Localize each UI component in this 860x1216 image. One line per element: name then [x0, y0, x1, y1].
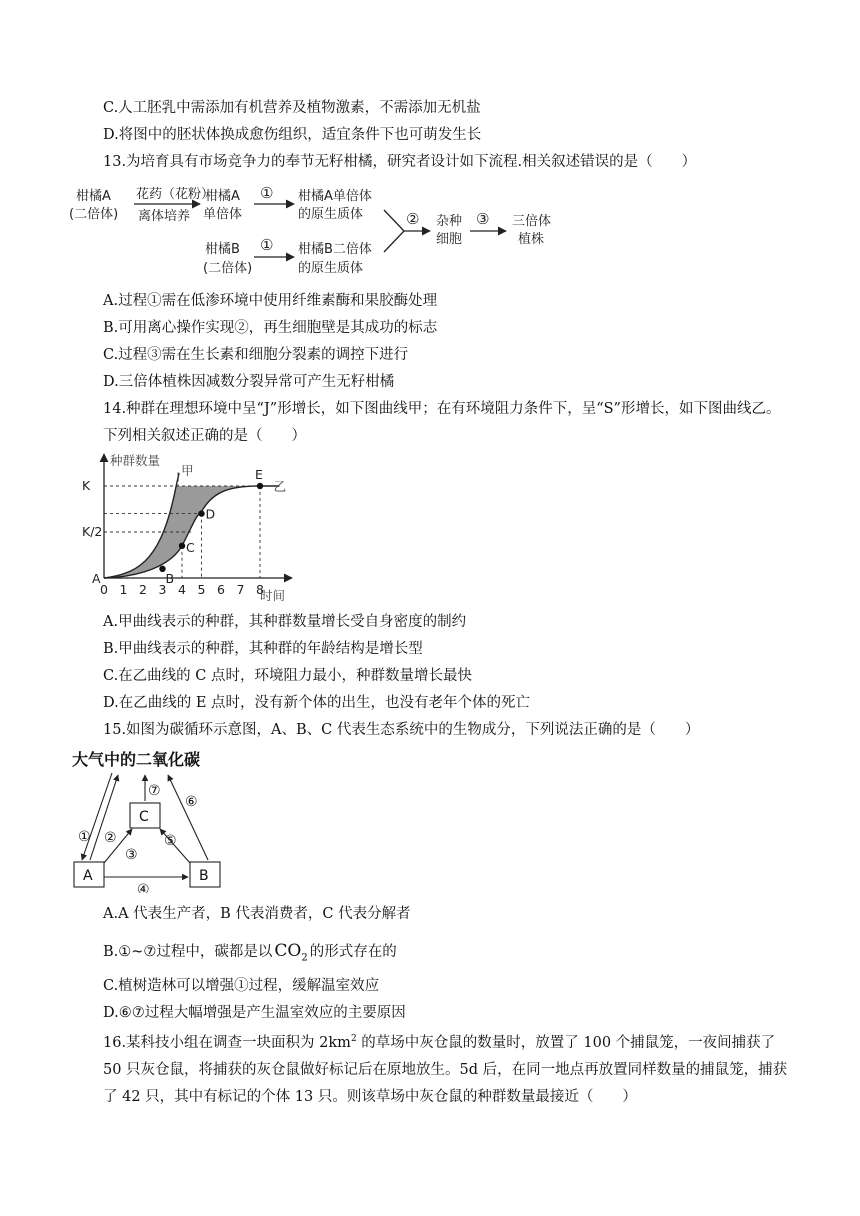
- series-yi-label: 乙: [273, 479, 287, 494]
- q14-growth-chart: [80, 448, 305, 608]
- process-1-label: ①: [78, 829, 91, 845]
- q15-option-b-pre: B.①~⑦过程中，碳都是以: [103, 944, 273, 960]
- q15-option-c: C.植树造林可以增强①过程，缓解温室效应: [103, 978, 380, 994]
- q13-step1-bottom: ①: [260, 236, 274, 254]
- q14-option-d: D.在乙曲线的 E 点时，没有新个体的出生，也没有老年个体的死亡: [103, 695, 531, 711]
- q13-step1-top: ①: [260, 184, 274, 202]
- q13-node-e-line2: (二倍体): [203, 261, 253, 276]
- q15-option-a: A.A 代表生产者，B 代表消费者，C 代表分解者: [103, 906, 411, 922]
- q13-label-b-line2: 离体培养: [138, 209, 191, 224]
- q13-step2: ②: [406, 210, 420, 228]
- q15-stem: 15.如图为碳循环示意图，A、B、C 代表生态系统中的生物成分，下列说法正确的是（ ）: [103, 722, 700, 738]
- process-3-label: ③: [125, 847, 138, 863]
- q16-stem: 16.某科技小组在调查一块面积为 $2km^2$ 的草场中灰仓鼠的数量时，放置了 100 个捕鼠笼，一夜间捕获了 50 只灰仓鼠，将捕获的灰仓鼠做好标记后在原地放生。5d 后，在同一地点再放置同样数量的捕鼠笼，捕获了 42 只，其中有标记的个体 13 只。则该草场中灰仓鼠的种群数量最接近（ ）: [103, 1034, 788, 1105]
- q15-option-b-post: 的形式存在的: [309, 944, 397, 960]
- q13-option-c: C.过程③需在生长素和细胞分裂素的调控下进行: [103, 347, 409, 363]
- q13-node-g-line2: 细胞: [436, 232, 463, 247]
- q15-carbon-cycle-diagram: [68, 745, 238, 893]
- q13-option-d: D.三倍体植株因减数分裂异常可产生无籽柑橘: [103, 374, 395, 390]
- q14-stem-line2: 下列相关叙述正确的是（ ）: [103, 428, 306, 444]
- q14-option-c: C.在乙曲线的 C 点时，环境阻力最小，种群数量增长最快: [103, 668, 472, 684]
- node-c-label: C: [139, 809, 149, 825]
- point-e-label: E: [255, 467, 263, 482]
- co2-formula: $CO_2$: [274, 941, 308, 964]
- q13-option-a: A.过程①需在低渗环境中使用纤维素酶和果胶酶处理: [103, 293, 438, 309]
- q13-node-e-line1: 柑橘B: [205, 242, 240, 257]
- q14-stem-line1: 14.种群在理想环境中呈“J”形增长，如下图曲线甲；在有环境阻力条件下，呈“S”形增长，如下图曲线乙。: [103, 401, 781, 417]
- q13-node-c-line2: 单倍体: [203, 207, 243, 222]
- x-axis-label: 时间: [260, 588, 286, 603]
- y-axis-label: 种群数量: [110, 453, 161, 468]
- q13-node-c-line1: 柑橘A: [205, 189, 240, 204]
- q13-node-h-line2: 植株: [518, 232, 545, 247]
- x-tick-label: 5: [197, 582, 206, 597]
- q15-option-d: D.⑥⑦过程大幅增强是产生温室效应的主要原因: [103, 1005, 406, 1021]
- point-d-marker: [198, 510, 204, 516]
- q12-option-d: D.将图中的胚状体换成愈伤组织，适宜条件下也可萌发生长: [103, 127, 482, 143]
- y-tick-label: K: [82, 478, 91, 493]
- point-d-label: D: [205, 506, 216, 522]
- process-2-label: ②: [104, 830, 117, 846]
- q13-label-b-line1: 花药（花粉）: [136, 187, 215, 202]
- q14-option-a: A.甲曲线表示的种群，其种群数量增长受自身密度的制约: [103, 614, 467, 630]
- q13-node-f-line2: 的原生质体: [298, 261, 364, 276]
- q13-stem: 13.为培育具有市场竞争力的奉节无籽柑橘，研究者设计如下流程.相关叙述错误的是（ ）: [103, 154, 697, 170]
- q13-node-a-line2: (二倍体): [69, 207, 119, 222]
- point-e-marker: [257, 483, 263, 489]
- q13-flow-diagram: [66, 180, 566, 285]
- x-tick-label: 2: [139, 582, 147, 597]
- process-6-label: ⑥: [185, 794, 198, 810]
- x-tick-label: 6: [217, 582, 225, 597]
- series-jia-label: 甲: [181, 463, 194, 479]
- process-4-label: ④: [137, 882, 150, 893]
- q13-node-a-line1: 柑橘A: [76, 189, 111, 204]
- x-tick-label: 0: [100, 582, 108, 597]
- x-tick-label: 4: [178, 582, 186, 597]
- q13-node-g-line1: 杂种: [436, 214, 463, 229]
- process-7-label: ⑦: [148, 783, 161, 799]
- node-a-label: A: [83, 868, 93, 884]
- y-tick-label: K/2: [82, 524, 103, 539]
- q13-node-f-line1: 柑橘B二倍体: [298, 242, 372, 257]
- q13-option-b: B.可用离心操作实现②，再生细胞壁是其成功的标志: [103, 320, 438, 336]
- process-5-label: ⑤: [164, 833, 177, 849]
- q13-node-d-line1: 柑橘A单倍体: [298, 189, 372, 204]
- point-a-label: A: [92, 571, 101, 586]
- point-c-label: C: [186, 539, 195, 555]
- x-tick-label: 1: [119, 582, 128, 597]
- point-b-label: B: [165, 570, 175, 586]
- q13-node-d-line2: 的原生质体: [298, 207, 364, 222]
- q14-option-b: B.甲曲线表示的种群，其种群的年龄结构是增长型: [103, 641, 423, 657]
- x-tick-label: 3: [158, 582, 167, 597]
- node-b-label: B: [199, 868, 209, 884]
- point-c-marker: [179, 543, 185, 549]
- q13-step3: ③: [476, 210, 490, 228]
- atmosphere-co2-label: 大气中的二氧化碳: [72, 750, 201, 769]
- q13-node-h-line1: 三倍体: [512, 214, 552, 229]
- x-tick-label: 8: [256, 582, 264, 597]
- q15-option-b: [103, 939, 397, 970]
- x-tick-label: 7: [236, 582, 245, 597]
- q12-option-c: C.人工胚乳中需添加有机营养及植物激素，不需添加无机盐: [103, 100, 481, 116]
